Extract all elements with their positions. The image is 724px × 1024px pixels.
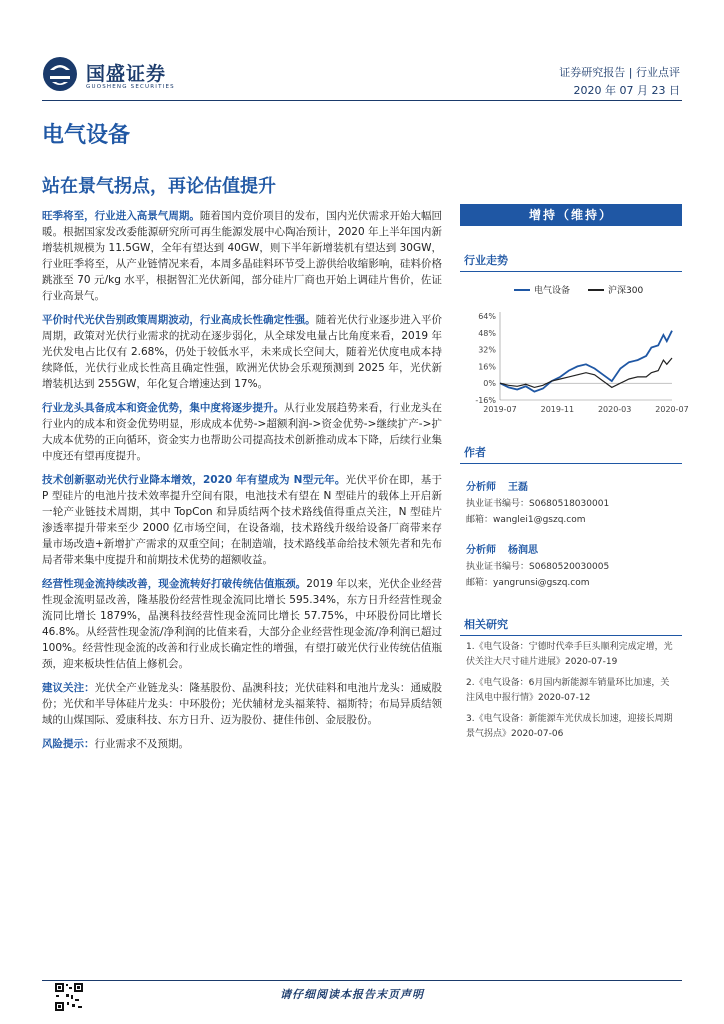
related-report-link[interactable]: 1.《电气设备：宁德时代牵手巨头顺利完成定增，光伏关注大尺寸硅片进展》2020-07-19 [466, 642, 673, 667]
trend-chart-svg [460, 278, 689, 418]
body-paragraph [42, 312, 442, 392]
cert-number: S0680518030001 [529, 499, 610, 509]
trend-section-title: 行业走势 [460, 248, 682, 272]
report-headline: 站在景气拐点，再论估值提升 [42, 176, 276, 197]
qr-code-icon [54, 982, 84, 1012]
company-name-en: GUOSHENG SECURITIES [86, 84, 175, 90]
header-divider [42, 100, 682, 101]
company-name: 国盛证券 [86, 63, 167, 85]
x-tick-label: 2019-11 [540, 405, 575, 414]
footer-divider [42, 980, 682, 981]
paragraph-text: 从行业发展趋势来看，行业龙头在行业内的成本和资金优势明显，形成成本优势->超额利润->资金优势->继续扩产->扩大成本优势的正向循环，资金实力也帮助公司提高技术创新推动成本下降，后续行业集中度还有望再度提升。 [42, 402, 443, 462]
sidebar [460, 204, 689, 744]
legend-label: 电气设备 [534, 286, 571, 296]
trend-chart [460, 278, 689, 418]
email-label: 邮箱： [466, 515, 494, 525]
body-paragraph [42, 472, 442, 568]
related-report-link[interactable]: 2.《电气设备：6月国内新能源车销量环比加速，关注风电中报行情》2020-07-12 [466, 678, 670, 703]
body-paragraph [42, 736, 442, 752]
paragraph-lead: 风险提示： [42, 738, 95, 750]
analyst-email [466, 575, 676, 588]
y-tick-label: 64% [478, 312, 496, 321]
company-logo [42, 56, 192, 96]
y-tick-label: 0% [483, 379, 496, 389]
paragraph-lead: 经营性现金流持续改善，现金流转好打破传统估值瓶颈。 [42, 578, 307, 590]
sector-title: 电气设备 [42, 123, 131, 148]
email-address[interactable]: yangrunsi@gszq.com [493, 578, 590, 588]
cert-label: 执业证书编号： [466, 499, 530, 509]
paragraph-lead: 技术创新驱动光伏行业降本增效，2020 年有望成为 N型元年。 [42, 474, 346, 486]
y-tick-label: 48% [478, 328, 496, 338]
report-body [42, 208, 442, 760]
paragraph-text: 2019 年以来，光伏企业经营性现金流明显改善，隆基股份经营性现金流同比增长 595.34%，东方日升经营性现金流同比增长 1879%，晶澳科技经营性现金流同比增长 57.75%，中环股份同比增长 46.8%。从经营性现金流/净利润的比值来看，大部分企业经营性现金流/净利润已超过 100%。经营性现金流的改善和行业成长确定性的增强，有望打破光伏行业传统估值瓶颈，迎来板块性估值上修机会。 [42, 578, 443, 670]
analyst-cert [466, 559, 676, 572]
analyst-card [460, 464, 682, 527]
body-paragraph [42, 400, 442, 464]
paragraph-lead: 旺季将至，行业进入高景气周期。 [42, 210, 200, 222]
paragraph-text: 光伏平价在即，基于 P 型硅片的电池片技术效率提升空间有限，电池技术有望在 N 型硅片的载体上开启新一轮产业链技术周期，其中 TopCon 和异质结两个技术路线值得重点关注，N 型硅片渗透率提升带来至少 2000 亿市场空间，在设备端，技术路线升级给设备厂商带来存量市场改造+新增扩产需求的双重空间；在制造端，技术路线革命给技术领先者和先布局者带来集中度提升和前期技术优势的超额收益。 [42, 474, 442, 566]
cert-label: 执业证书编号： [466, 562, 530, 572]
paragraph-lead: 行业龙头具备成本和资金优势，集中度将逐步提升。 [42, 402, 285, 414]
cert-number: S0680520030005 [529, 562, 610, 572]
analyst-name: 王磊 [508, 482, 528, 493]
legend-label: 沪深300 [608, 286, 644, 296]
analyst-email [466, 512, 676, 525]
related-report-link[interactable]: 3.《电气设备：新能源车光伏成长加速，迎接长周期景气拐点》2020-07-06 [466, 714, 673, 739]
paragraph-lead: 建议关注： [42, 682, 95, 694]
x-tick-label: 2020-03 [597, 405, 632, 414]
y-tick-label: 32% [478, 345, 496, 355]
report-date: 2020 年 07 月 23 日 [573, 84, 680, 97]
analyst-heading [466, 478, 676, 493]
analyst-cert [466, 496, 676, 509]
y-tick-label: -16% [475, 396, 496, 405]
related-section-title: 相关研究 [460, 612, 682, 636]
footer-disclaimer: 请仔细阅读本报告末页声明 [280, 988, 424, 1001]
analyst-role: 分析师 [466, 482, 496, 493]
analyst-name: 杨润思 [508, 545, 538, 556]
analyst-card [460, 527, 682, 590]
paragraph-text: 行业需求不及预期。 [94, 738, 189, 750]
paragraph-text: 随着光伏行业逐步进入平价周期，政策对光伏行业需求的扰动在逐步弱化，从全球发电量占比角度来看，2019 年光伏发电占比仅有 2.68%，仍处于较低水平，未来成长空间大，随着光伏度电成本持续降低，光伏行业成长性高且确定性强，欧洲光伏协会乐观预测到 2025 年，光伏新增装机达到 255GW，年化复合增速达到 17%。 [42, 314, 442, 390]
paragraph-text: 随着国内竞价项目的发布，国内光伏需求开始大幅回暖。根据国家发改委能源研究所可再生能源发展中心陶冶预计，2020 年上半年国内新增装机规模为 11.5GW，全年有望达到 40GW，则下半年新增装机有望达到 30GW，行业旺季将至，从产业链情况来看，本周多晶硅料环节受上游供给收缩影响，硅料价格跳涨至 70 元/kg 水平，根据智汇光伏新闻，部分硅片厂商也开始上调硅片售价，佐证行业高景气。 [42, 210, 442, 302]
analyst-role: 分析师 [466, 545, 496, 556]
body-paragraph [42, 208, 442, 304]
body-paragraph [42, 680, 442, 728]
paragraph-text: 光伏全产业链龙头：隆基股份、晶澳科技；光伏硅料和电池片龙头：通威股份；光伏和半导体硅片龙头：中环股份；光伏辅材龙头福莱特、福斯特；布局异质结领域的山煤国际、爱康科技、东方日升、迈为股份、捷佳伟创、金辰股份。 [42, 682, 443, 726]
series-line [500, 331, 672, 392]
email-label: 邮箱： [466, 578, 494, 588]
x-tick-label: 2019-07 [483, 405, 517, 414]
company-logo-icon [42, 56, 78, 92]
authors-section-title: 作者 [460, 440, 682, 464]
x-tick-label: 2020-07 [655, 405, 689, 414]
y-tick-label: 16% [478, 362, 496, 372]
rating-badge: 增持（维持） [460, 204, 682, 226]
body-paragraph [42, 576, 442, 672]
analyst-heading [466, 541, 676, 556]
paragraph-lead: 平价时代光伏告别政策周期波动，行业高成长性确定性强。 [42, 314, 316, 326]
report-type: 证券研究报告 | 行业点评 [559, 66, 680, 79]
email-address[interactable]: wanglei1@gszq.com [493, 515, 586, 525]
